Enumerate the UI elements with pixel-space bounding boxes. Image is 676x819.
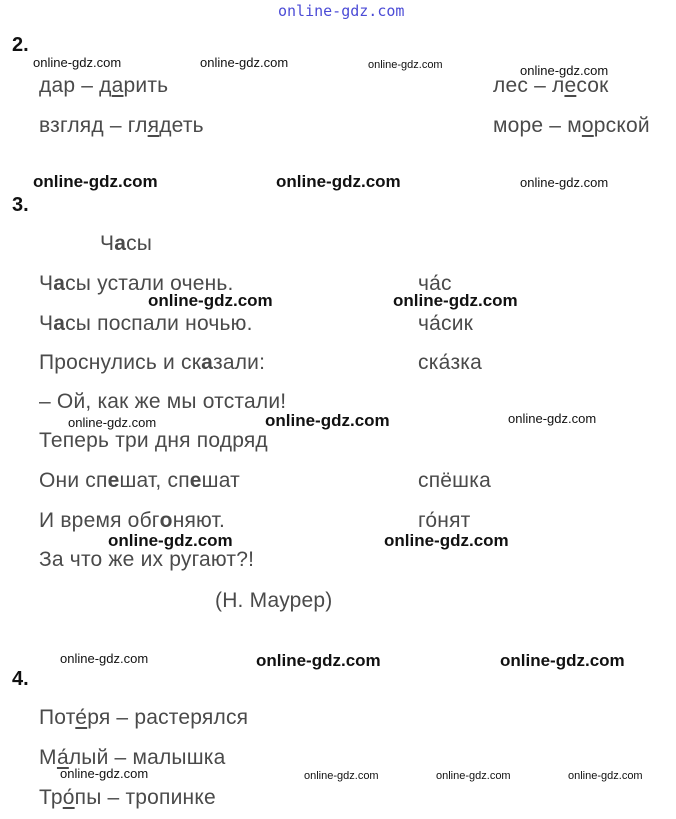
check-word: ча́сик bbox=[418, 312, 474, 335]
watermark: online-gdz.com bbox=[520, 175, 609, 190]
task2-word-pair: дар – дарить bbox=[39, 74, 169, 97]
poem-title: Часы bbox=[100, 232, 153, 255]
poem-line: Часы поспали ночью. bbox=[39, 312, 253, 335]
watermark: online-gdz.com bbox=[500, 651, 625, 670]
poem-line: Часы устали очень. bbox=[39, 272, 234, 295]
watermark: online-gdz.com bbox=[436, 770, 511, 782]
poem-line: Они спешат, спешат bbox=[39, 469, 240, 492]
watermark: online-gdz.com bbox=[393, 291, 518, 310]
watermark: online-gdz.com bbox=[568, 770, 643, 782]
watermark: online-gdz.com bbox=[108, 531, 233, 550]
watermark: online-gdz.com bbox=[200, 55, 289, 70]
watermark: online-gdz.com bbox=[304, 770, 379, 782]
watermark: online-gdz.com bbox=[33, 172, 158, 191]
watermark: online-gdz.com bbox=[508, 411, 597, 426]
watermark: online-gdz.com bbox=[265, 411, 390, 430]
task2-word-pair: море – морской bbox=[493, 114, 650, 137]
watermark: online-gdz.com bbox=[60, 766, 149, 781]
task4-word-pair: Поте́ря – растерялся bbox=[39, 706, 249, 729]
watermark: online-gdz.com bbox=[384, 531, 509, 550]
watermark: online-gdz.com bbox=[33, 55, 122, 70]
poem-line: И время обгоняют. bbox=[39, 509, 226, 532]
task-number-2: 2. bbox=[12, 34, 29, 56]
check-word: ча́с bbox=[418, 272, 452, 295]
poem-line: Проснулись и сказали: bbox=[39, 351, 266, 374]
check-word: ска́зка bbox=[418, 351, 483, 374]
watermark-top: online-gdz.com bbox=[278, 2, 405, 20]
task4-word-pair: Тро́пы – тропинке bbox=[39, 786, 216, 809]
task4-word-pair: Ма́лый – малышка bbox=[39, 746, 226, 769]
task-number-4: 4. bbox=[12, 668, 29, 690]
watermark: online-gdz.com bbox=[148, 291, 273, 310]
watermark: online-gdz.com bbox=[276, 172, 401, 191]
check-word: спёшка bbox=[418, 469, 491, 492]
watermark: online-gdz.com bbox=[520, 63, 609, 78]
watermark: online-gdz.com bbox=[60, 651, 149, 666]
poem-line: Теперь три дня подряд bbox=[39, 429, 268, 452]
poem-line: За что же их ругают?! bbox=[39, 548, 255, 571]
watermark: online-gdz.com bbox=[256, 651, 381, 670]
poem-author: (Н. Маурер) bbox=[215, 589, 333, 612]
watermark: online-gdz.com bbox=[368, 59, 443, 71]
watermark: online-gdz.com bbox=[68, 415, 157, 430]
poem-line: – Ой, как же мы отстали! bbox=[39, 390, 287, 413]
task2-word-pair: лес – лесок bbox=[493, 74, 609, 97]
check-word: го́нят bbox=[418, 509, 471, 532]
task2-word-pair: взгляд – глядеть bbox=[39, 114, 204, 137]
task-number-3: 3. bbox=[12, 194, 29, 216]
